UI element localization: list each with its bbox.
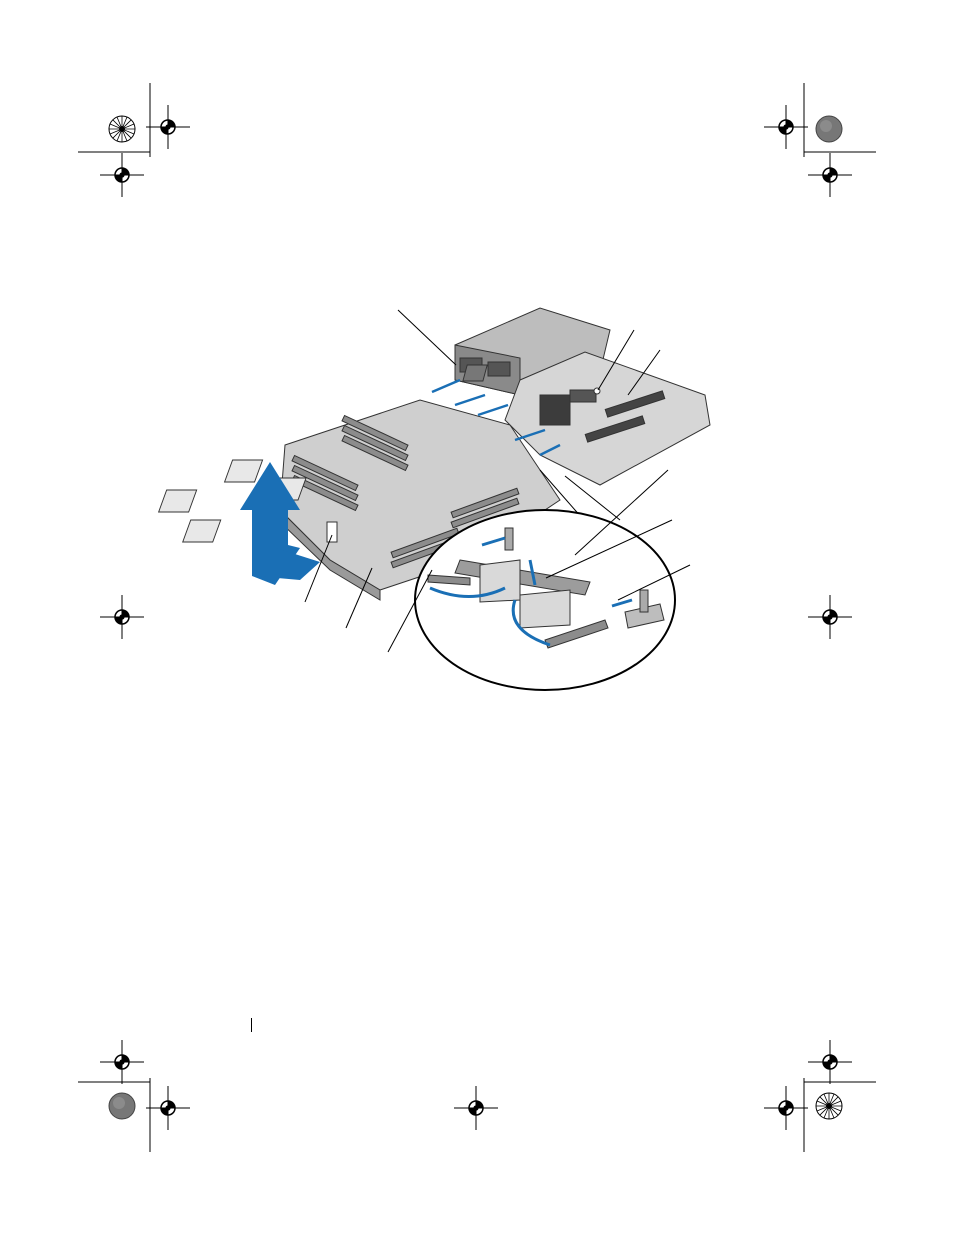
folio-rule bbox=[251, 1018, 252, 1032]
